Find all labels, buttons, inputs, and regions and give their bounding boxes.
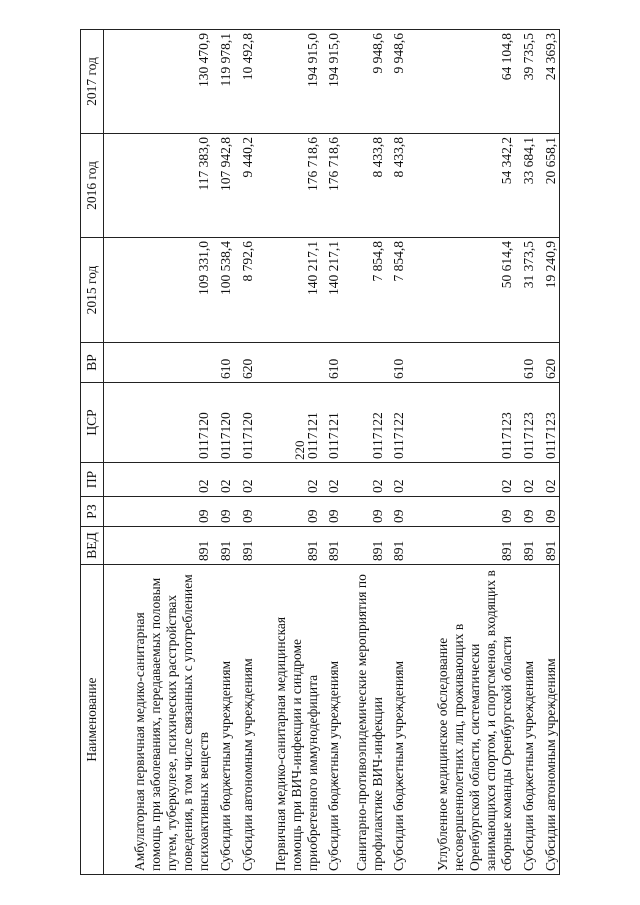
row-2015: 31 373,5 (515, 238, 537, 343)
row-pr: 02 (537, 463, 559, 497)
row-ved: 891 (386, 527, 408, 565)
row-name: Субсидии бюджетным учреждениям (212, 565, 234, 875)
row-name: Субсидии бюджетным учреждениям (515, 565, 537, 875)
row-rz: 09 (342, 497, 385, 527)
row-2017: 194 915,0 (321, 30, 343, 134)
table-row (234, 30, 256, 875)
row-ved: 891 (321, 527, 343, 565)
row-2015: 8 792,6 (234, 238, 256, 343)
row-ved: 891 (407, 527, 515, 565)
row-csr: 0117123 (407, 383, 515, 463)
row-ved: 891 (342, 527, 385, 565)
col-header-2017: 2017 год (81, 30, 104, 134)
row-2017: 24 369,3 (537, 30, 559, 134)
row-2015: 50 614,4 (407, 238, 515, 343)
row-pr: 02 (256, 463, 321, 497)
row-2015: 7 854,8 (386, 238, 408, 343)
row-vr: 610 (321, 343, 343, 383)
row-csr: 0117122 (386, 383, 408, 463)
col-header-ved: ВЕД (81, 527, 104, 565)
row-rz: 09 (321, 497, 343, 527)
page-number: 220 (292, 440, 307, 460)
row-name: Субсидии бюджетным учреждениям (386, 565, 408, 875)
table-row (515, 30, 537, 875)
col-header-name: Наименование (81, 565, 104, 875)
row-2016: 33 684,1 (515, 134, 537, 238)
row-2017: 9 948,6 (342, 30, 385, 134)
row-rz: 09 (407, 497, 515, 527)
row-2015: 100 538,4 (212, 238, 234, 343)
row-vr: 620 (537, 343, 559, 383)
row-vr (342, 343, 385, 383)
row-2017: 64 104,8 (407, 30, 515, 134)
col-header-vr: ВР (81, 343, 104, 383)
row-rz: 09 (537, 497, 559, 527)
row-csr: 0117120 (104, 383, 213, 463)
row-csr: 0117123 (537, 383, 559, 463)
row-rz: 09 (515, 497, 537, 527)
table-row (212, 30, 234, 875)
table-row (537, 30, 559, 875)
row-2017: 194 915,0 (256, 30, 321, 134)
row-ved: 891 (256, 527, 321, 565)
col-header-2015: 2015 год (81, 238, 104, 343)
row-vr (407, 343, 515, 383)
row-csr: 0117123 (515, 383, 537, 463)
row-pr: 02 (321, 463, 343, 497)
row-csr: 0117120 (234, 383, 256, 463)
row-rz: 09 (234, 497, 256, 527)
budget-table (80, 29, 560, 875)
row-csr: 0117120 (212, 383, 234, 463)
row-vr: 620 (234, 343, 256, 383)
row-pr: 02 (515, 463, 537, 497)
table-row (321, 30, 343, 875)
row-pr: 02 (104, 463, 213, 497)
row-pr: 02 (234, 463, 256, 497)
table-row (342, 30, 385, 875)
row-2017: 9 948,6 (386, 30, 408, 134)
row-name: Углубленное медицинское обследование несовершеннолетних лиц, проживающих в Оренбургской области, систематически занимающихся спортом, и спортсменов, входящих в сборные команды Оренбургской области (407, 565, 515, 875)
row-rz: 09 (212, 497, 234, 527)
row-ved: 891 (234, 527, 256, 565)
row-2016: 20 658,1 (537, 134, 559, 238)
row-ved: 891 (104, 527, 213, 565)
table-row (256, 30, 321, 875)
table-row (407, 30, 515, 875)
table-row (386, 30, 408, 875)
row-pr: 02 (386, 463, 408, 497)
row-vr: 610 (386, 343, 408, 383)
row-name: Субсидии автономным учреждениям (537, 565, 559, 875)
row-ved: 891 (212, 527, 234, 565)
row-name: Санитарно-противоэпидемические мероприятия по профилактике ВИЧ-инфекции (342, 565, 385, 875)
col-header-rz: РЗ (81, 497, 104, 527)
row-name: Первичная медико-санитарная медицинская помощь при ВИЧ-инфекции и синдроме приобретенного иммунодефицита (256, 565, 321, 875)
row-2015: 140 217,1 (321, 238, 343, 343)
row-2017: 10 492,8 (234, 30, 256, 134)
row-vr: 610 (212, 343, 234, 383)
rotated-page (80, 30, 560, 875)
row-csr: 0117121 (256, 383, 321, 463)
col-header-pr: ПР (81, 463, 104, 497)
table-row (104, 30, 213, 875)
row-rz: 09 (256, 497, 321, 527)
row-pr: 02 (342, 463, 385, 497)
row-rz: 09 (386, 497, 408, 527)
row-rz: 09 (104, 497, 213, 527)
row-2016: 107 942,8 (212, 134, 234, 238)
row-2016: 8 433,8 (342, 134, 385, 238)
row-2015: 109 331,0 (104, 238, 213, 343)
row-vr (256, 343, 321, 383)
row-2015: 140 217,1 (256, 238, 321, 343)
row-csr: 0117121 (321, 383, 343, 463)
row-vr (104, 343, 213, 383)
row-2017: 119 978,1 (212, 30, 234, 134)
row-pr: 02 (407, 463, 515, 497)
row-name: Субсидии бюджетным учреждениям (321, 565, 343, 875)
row-2016: 176 718,6 (321, 134, 343, 238)
row-pr: 02 (212, 463, 234, 497)
row-2016: 8 433,8 (386, 134, 408, 238)
row-csr: 0117122 (342, 383, 385, 463)
row-2016: 9 440,2 (234, 134, 256, 238)
row-vr: 610 (515, 343, 537, 383)
row-2017: 39 735,5 (515, 30, 537, 134)
col-header-csr: ЦСР (81, 383, 104, 463)
col-header-2016: 2016 год (81, 134, 104, 238)
row-2016: 117 383,0 (104, 134, 213, 238)
table-header-row (81, 30, 104, 875)
row-2016: 176 718,6 (256, 134, 321, 238)
row-name: Амбулаторная первичная медико-санитарная помощь при заболеваниях, передаваемых половым путем, туберкулезе, психических расстройствах поведения, в том числе связанных с употреблением психоактивных веществ (104, 565, 213, 875)
row-2015: 19 240,9 (537, 238, 559, 343)
row-name: Субсидии автономным учреждениям (234, 565, 256, 875)
row-ved: 891 (515, 527, 537, 565)
row-2016: 54 342,2 (407, 134, 515, 238)
row-ved: 891 (537, 527, 559, 565)
row-2015: 7 854,8 (342, 238, 385, 343)
row-2017: 130 470,9 (104, 30, 213, 134)
